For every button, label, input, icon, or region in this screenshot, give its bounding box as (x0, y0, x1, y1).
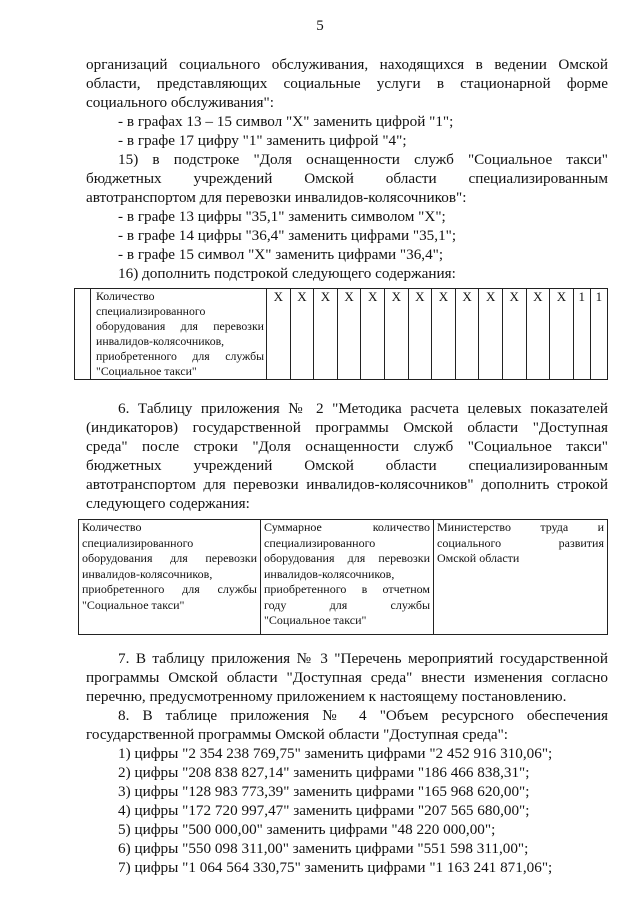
text-line: - в графе 13 цифры "35,1" заменить символом "Х"; (118, 208, 446, 225)
value-cell: Х (479, 289, 503, 380)
responsible-body-cell (434, 520, 608, 635)
text-line: 16) дополнить подстрокой следующего содержания: (118, 265, 456, 282)
cell-line: Суммарное количество (264, 520, 430, 534)
text-line: социального обслуживания": (86, 94, 274, 111)
cell-line: году для службы (264, 597, 430, 612)
cell-line: инвалидов-колясочников, (82, 566, 213, 581)
value-cell: Х (384, 289, 408, 380)
methodology-table (78, 519, 608, 635)
value-cell: Х (290, 289, 314, 380)
cell-line: приобретенного в отчетном (264, 582, 430, 596)
table-row (79, 520, 608, 635)
cell-line: специализированного (264, 535, 376, 550)
text-line: (индикаторов) государственной программы Омской области "Доступная (86, 419, 608, 436)
value-cell: 1 (573, 289, 590, 380)
value-cell: Х (526, 289, 550, 380)
text-line: - в графе 15 символ "Х" заменить цифрами "36,4"; (118, 246, 444, 263)
text-line: 7. В таблицу приложения № 3 "Перечень мероприятий государственной (118, 650, 608, 667)
indicator-table (74, 288, 608, 380)
cell-line: оборудования для перевозки (82, 551, 257, 565)
cell-line: социального развития (437, 535, 604, 550)
cell-line: "Социальное такси" (264, 613, 367, 627)
text-line: бюджетных учреждений Омской области специализированным (86, 457, 608, 474)
text-line: автотранспортом для перевозки инвалидов-колясочников": (86, 189, 467, 206)
text-line: 6. Таблицу приложения № 2 "Методика расчета целевых показателей (118, 400, 608, 417)
cell-line: Количество (82, 520, 142, 534)
value-cell: Х (502, 289, 526, 380)
text-line: 7) цифры "1 064 564 330,75" заменить цифрами "1 163 241 871,06"; (118, 859, 553, 876)
value-cell: Х (267, 289, 291, 380)
text-line: 3) цифры "128 983 773,39" заменить цифрами "165 968 620,00"; (118, 783, 530, 800)
cell-line: Омской области (437, 551, 520, 565)
value-cell: Х (455, 289, 479, 380)
cell-line: приобретенного для службы (82, 582, 257, 596)
value-cell: Х (314, 289, 338, 380)
indicator-name-cell (79, 520, 261, 635)
cell-line: "Социальное такси" (96, 364, 197, 378)
text-line: перечню, предусмотренному приложением к настоящему постановлению. (86, 688, 567, 705)
cell-line: оборудования для перевозки (264, 551, 430, 565)
text-line: 2) цифры "208 838 827,14" заменить цифрами "186 466 838,31"; (118, 764, 530, 781)
value-cell: Х (361, 289, 385, 380)
text-line: программы Омской области "Доступная среда" внести изменения согласно (86, 669, 608, 686)
page-number: 5 (316, 18, 324, 34)
value-cell: Х (337, 289, 361, 380)
value-cell: Х (408, 289, 432, 380)
value-cell: 1 (590, 289, 607, 380)
text-line: 15) в подстроке "Доля оснащенности служб "Социальное такси" (118, 151, 608, 168)
text-line: - в графе 17 цифру "1" заменить цифрой "4"; (118, 132, 407, 149)
table-row (75, 289, 608, 380)
cell-line: инвалидов-колясочников, (96, 334, 225, 348)
calculation-method-cell (261, 520, 434, 635)
cell-line: специализированного (96, 304, 206, 318)
text-line: государственной программы Омской области "Доступная среда": (86, 726, 508, 743)
text-line: среда" после строки "Доля оснащенности служб "Социальное такси" (86, 438, 608, 455)
text-line: организаций социального обслуживания, находящихся в ведении Омской (86, 56, 608, 73)
cell-line: специализированного (82, 535, 194, 550)
cell-line: оборудования для перевозки (96, 319, 264, 333)
text-line: 5) цифры "500 000,00" заменить цифрами "48 220 000,00"; (118, 821, 496, 838)
value-cell: Х (550, 289, 574, 380)
cell-line: инвалидов-колясочников, (264, 566, 395, 581)
text-line: 4) цифры "172 720 997,47" заменить цифрами "207 565 680,00"; (118, 802, 530, 819)
text-line: 8. В таблице приложения № 4 "Объем ресурсного обеспечения (118, 707, 608, 724)
cell-line: приобретенного для службы (96, 349, 264, 363)
cell-line: Количество (96, 289, 155, 303)
text-line: 1) цифры "2 354 238 769,75" заменить цифрами "2 452 916 310,06"; (118, 745, 553, 762)
text-line: - в графах 13 – 15 символ "Х" заменить цифрой "1"; (118, 113, 454, 130)
text-line: автотранспортом для перевозки инвалидов-колясочников" дополнить строкой (86, 476, 608, 493)
value-cell: Х (432, 289, 456, 380)
text-line: бюджетных учреждений Омской области специализированным (86, 170, 608, 187)
text-line: области, представляющих социальные услуги в стационарной форме (86, 75, 608, 92)
cell-line: Министерство труда и (437, 520, 604, 534)
table-cell (75, 289, 91, 380)
cell-line: "Социальное такси" (82, 597, 185, 612)
text-line: 6) цифры "550 098 311,00" заменить цифрами "551 598 311,00"; (118, 840, 529, 857)
indicator-label-cell (91, 289, 267, 380)
text-line: следующего содержания: (86, 495, 250, 512)
text-line: - в графе 14 цифры "36,4" заменить цифрами "35,1"; (118, 227, 457, 244)
